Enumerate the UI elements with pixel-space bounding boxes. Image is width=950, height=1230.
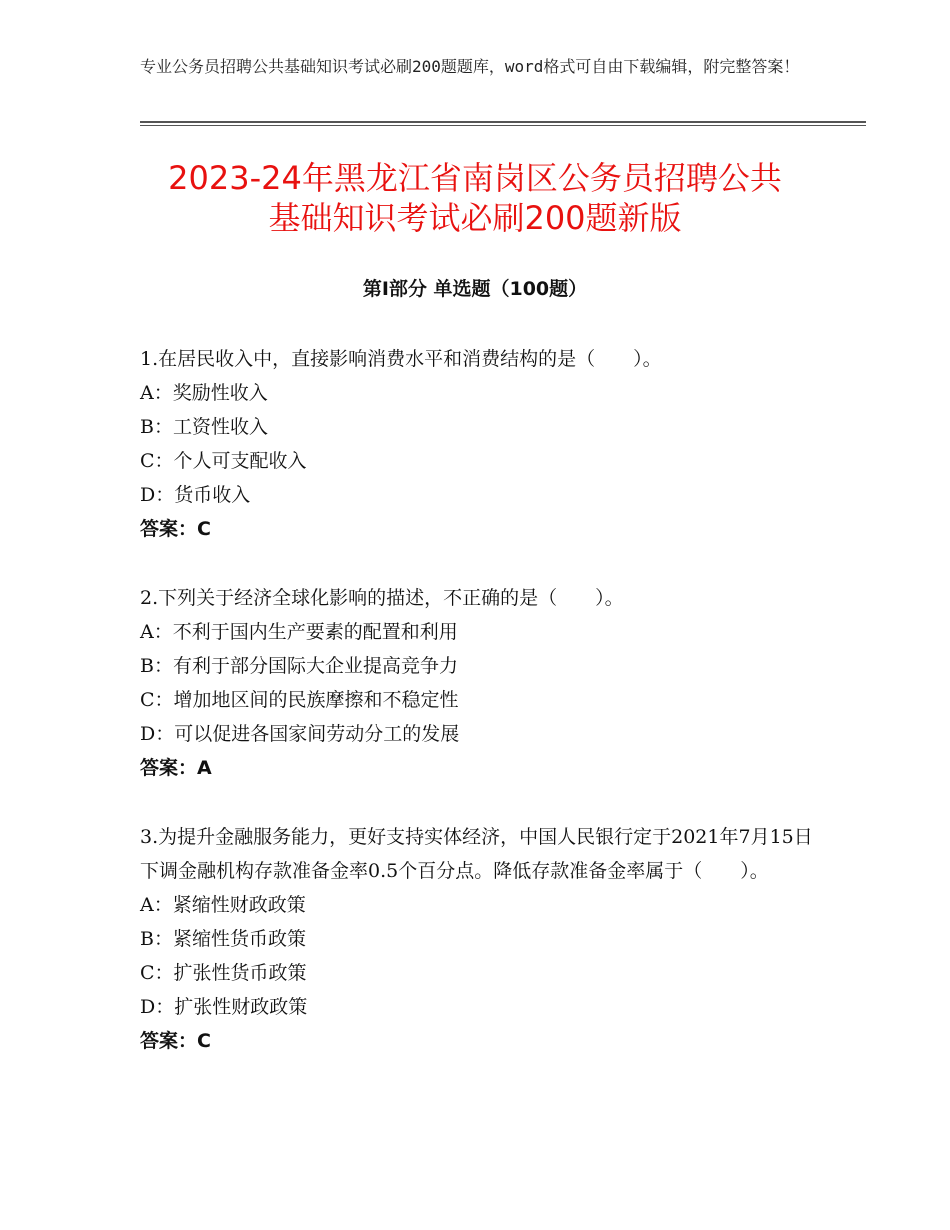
question-stem: 2.下列关于经济全球化影响的描述，不正确的是（ ）。 (140, 587, 624, 609)
title-line-1: 2023-24年黑龙江省南岗区公务员招聘公共 (168, 159, 782, 197)
header-divider-thick (140, 121, 866, 123)
answer: 答案：A (140, 757, 212, 779)
answer: 答案：C (140, 1030, 211, 1052)
header-note: 专业公务员招聘公共基础知识考试必刷200题题库，word格式可自由下载编辑，附完整答案！ (140, 57, 800, 76)
answer: 答案：C (140, 518, 211, 540)
header-divider-thin (140, 125, 866, 126)
option-b: B：紧缩性货币政策 (140, 928, 306, 950)
option-a: A：紧缩性财政政策 (140, 894, 306, 916)
question-3 (140, 820, 820, 1058)
document-title (80, 158, 870, 238)
option-c: C：扩张性货币政策 (140, 962, 307, 984)
title-line-2: 基础知识考试必刷200题新版 (268, 199, 682, 237)
option-d: D：可以促进各国家间劳动分工的发展 (140, 723, 460, 745)
option-c: C：个人可支配收入 (140, 450, 307, 472)
option-b: B：工资性收入 (140, 416, 268, 438)
option-a: A：不利于国内生产要素的配置和利用 (140, 621, 458, 643)
option-d: D：扩张性财政政策 (140, 996, 308, 1018)
option-c: C：增加地区间的民族摩擦和不稳定性 (140, 689, 459, 711)
option-b: B：有利于部分国际大企业提高竞争力 (140, 655, 458, 677)
question-stem: 3.为提升金融服务能力，更好支持实体经济，中国人民银行定于2021年7月15日下调金融机构存款准备金率0.5个百分点。降低存款准备金率属于（ ）。 (140, 826, 813, 882)
option-d: D：货币收入 (140, 484, 251, 506)
question-stem: 1.在居民收入中，直接影响消费水平和消费结构的是（ ）。 (140, 348, 662, 370)
section-title: 第Ⅰ部分 单选题（100题） (362, 278, 588, 300)
question-1 (140, 342, 820, 546)
option-a: A：奖励性收入 (140, 382, 268, 404)
question-2 (140, 581, 820, 785)
